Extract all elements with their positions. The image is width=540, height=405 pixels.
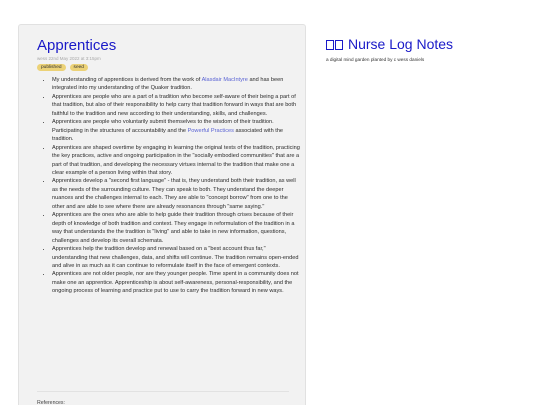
list-item-text: My understanding of apprentices is derived from the work of bbox=[52, 77, 202, 83]
list-item-text: associated with the tradition. bbox=[52, 127, 284, 143]
list-item bbox=[52, 93, 300, 118]
list-item bbox=[52, 211, 300, 245]
list-item bbox=[52, 270, 300, 295]
note-title[interactable]: Apprentices bbox=[37, 37, 117, 54]
tag-seed[interactable]: seed bbox=[70, 64, 88, 71]
list-item-text: Apprentices develop a "second first language" - that is, they understand both their tradition, as well as the needs of the surrounding culture. They can speak to both. They understand the deeper nuances and the challenges internal to each. They are able to "concept borrow" from one to the other and are able to see where there are already resonances through "same saying." bbox=[52, 178, 296, 210]
references-label: References: bbox=[37, 400, 65, 405]
note-body-list bbox=[45, 76, 300, 296]
list-item-text: and has been integrated into my understanding of the Quaker tradition. bbox=[52, 77, 284, 92]
list-item-text: Apprentices are not older people, nor are they younger people. Time spent in a community does not make one an apprentice. Apprenticeship is about self-awareness, personal-responsibility, and the ongoing process of learning and practice put to use to carry the tradition forward in new ways. bbox=[52, 271, 299, 295]
missing-glyph-icon bbox=[326, 40, 343, 50]
site-title-text: Nurse Log Notes bbox=[348, 36, 454, 52]
site-title[interactable] bbox=[326, 36, 453, 53]
note-card bbox=[18, 24, 306, 405]
list-item-text: Apprentices are shaped overtime by engaging in learning the original texts of the tradition, practicing the key practices, active and ongoing participation in the "socially embodied communities" that are a part of that tradition, and developing the necessary virtues internal to the tradition that make one a clear example of a person living within that story. bbox=[52, 144, 300, 176]
list-item bbox=[52, 118, 300, 143]
list-item bbox=[52, 76, 300, 93]
note-meta: wess 22nd May 2022 at 3:15pm bbox=[37, 56, 101, 61]
list-item bbox=[52, 245, 300, 270]
link-alasdair-macintyre[interactable]: Alasdair MacIntyre bbox=[201, 77, 248, 83]
list-item-text: Apprentices are the ones who are able to help guide their tradition through crises because of their depth of knowledge of both tradition and context. They engage in reformulation of the tradition in a way that understands the the tradition is "living" and able to take in new information, questions, challenges and develop its overall schemata. bbox=[52, 212, 295, 244]
tag-published[interactable]: published bbox=[37, 64, 66, 71]
list-item bbox=[52, 144, 300, 178]
list-item-text: Apprentices help the tradition develop and renewal based on a "best account thus far," understanding that new challenges, data, and shifts will continue. The tradition remains open-ended and alive in as much as it can continue to reformulate itself in the face of emergent contexts. bbox=[52, 246, 299, 269]
link-powerful-practices[interactable]: Powerful Practices bbox=[187, 127, 234, 134]
list-item bbox=[52, 177, 300, 211]
divider bbox=[37, 391, 289, 392]
site-tagline: a digital mind garden planted by c wess daniels bbox=[326, 57, 425, 62]
tag-list bbox=[37, 64, 88, 71]
list-item-text: Apprentices are people who voluntarily submit themselves to the wisdom of their tradition. Participating in the structures of accountability and the bbox=[52, 119, 274, 134]
list-item-text: Apprentices are people who are a part of a tradition who become self-aware of their being a part of that tradition, but also of their responsibility to help carry that tradition forward in ways that are both faithful to the tradition and new according to their understanding, skills, and challenges. bbox=[52, 93, 297, 117]
